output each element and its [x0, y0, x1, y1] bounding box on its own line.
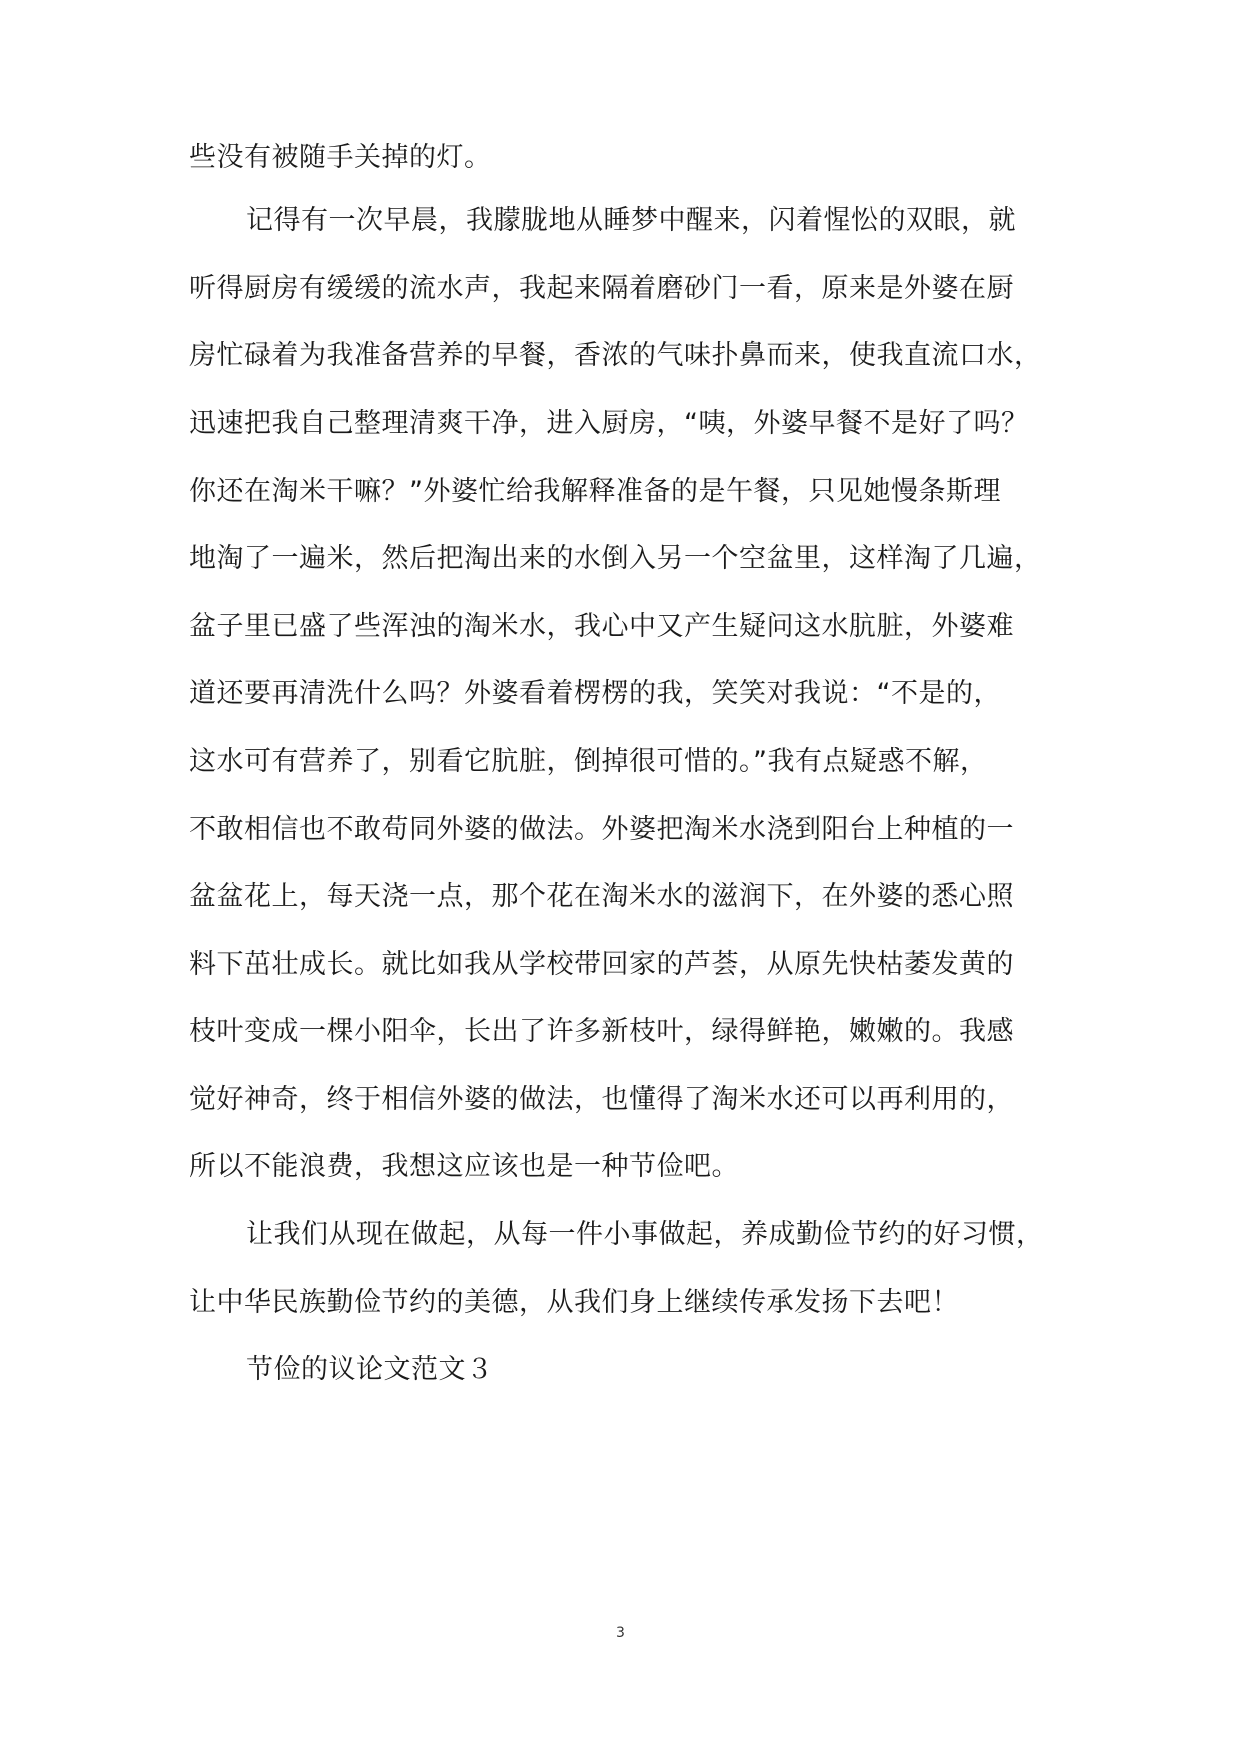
text-line: 你还在淘米干嘛？”外婆忙给我解释准备的是午餐，只见她慢条斯理	[189, 476, 1001, 507]
text-line: 些没有被随手关掉的灯。	[189, 142, 492, 173]
text-line: 让中华民族勤俭节约的美德，从我们身上继续传承发扬下去吧！	[189, 1287, 959, 1318]
text-line: 所以不能浪费，我想这应该也是一种节俭吧。	[189, 1151, 739, 1182]
text-line: 枝叶变成一棵小阳伞，长出了许多新枝叶，绿得鲜艳，嫩嫩的。我感	[189, 1016, 1014, 1047]
text-line: 让我们从现在做起，从每一件小事做起，养成勤俭节约的好习惯，	[246, 1219, 1044, 1250]
text-line: 觉好神奇，终于相信外婆的做法，也懂得了淘米水还可以再利用的，	[189, 1084, 1014, 1115]
section-heading: 节俭的议论文范文３	[246, 1354, 494, 1385]
text-line: 地淘了一遍米，然后把淘出来的水倒入另一个空盆里，这样淘了几遍，	[189, 543, 1042, 574]
text-line: 盆盆花上，每天浇一点，那个花在淘米水的滋润下，在外婆的悉心照	[189, 881, 1014, 912]
text-line: 房忙碌着为我准备营养的早餐，香浓的气味扑鼻而来，使我直流口水，	[189, 340, 1042, 371]
text-line: 道还要再清洗什么吗？外婆看着楞楞的我，笑笑对我说：“不是的，	[189, 678, 1001, 709]
text-line: 听得厨房有缓缓的流水声，我起来隔着磨砂门一看，原来是外婆在厨	[189, 273, 1014, 304]
text-line: 记得有一次早晨，我朦胧地从睡梦中醒来，闪着惺忪的双眼，就	[246, 205, 1016, 236]
text-line: 迅速把我自己整理清爽干净，进入厨房，“咦，外婆早餐不是好了吗？	[189, 408, 1029, 439]
text-line: 料下茁壮成长。就比如我从学校带回家的芦荟，从原先快枯萎发黄的	[189, 949, 1014, 980]
text-line: 盆子里已盛了些浑浊的淘米水，我心中又产生疑问这水肮脏，外婆难	[189, 611, 1014, 642]
text-line: 不敢相信也不敢苟同外婆的做法。外婆把淘米水浇到阳台上种植的一	[189, 814, 1014, 845]
page-number: 3	[616, 1625, 625, 1641]
text-line: 这水可有营养了，别看它肮脏，倒掉很可惜的。”我有点疑惑不解，	[189, 746, 988, 777]
